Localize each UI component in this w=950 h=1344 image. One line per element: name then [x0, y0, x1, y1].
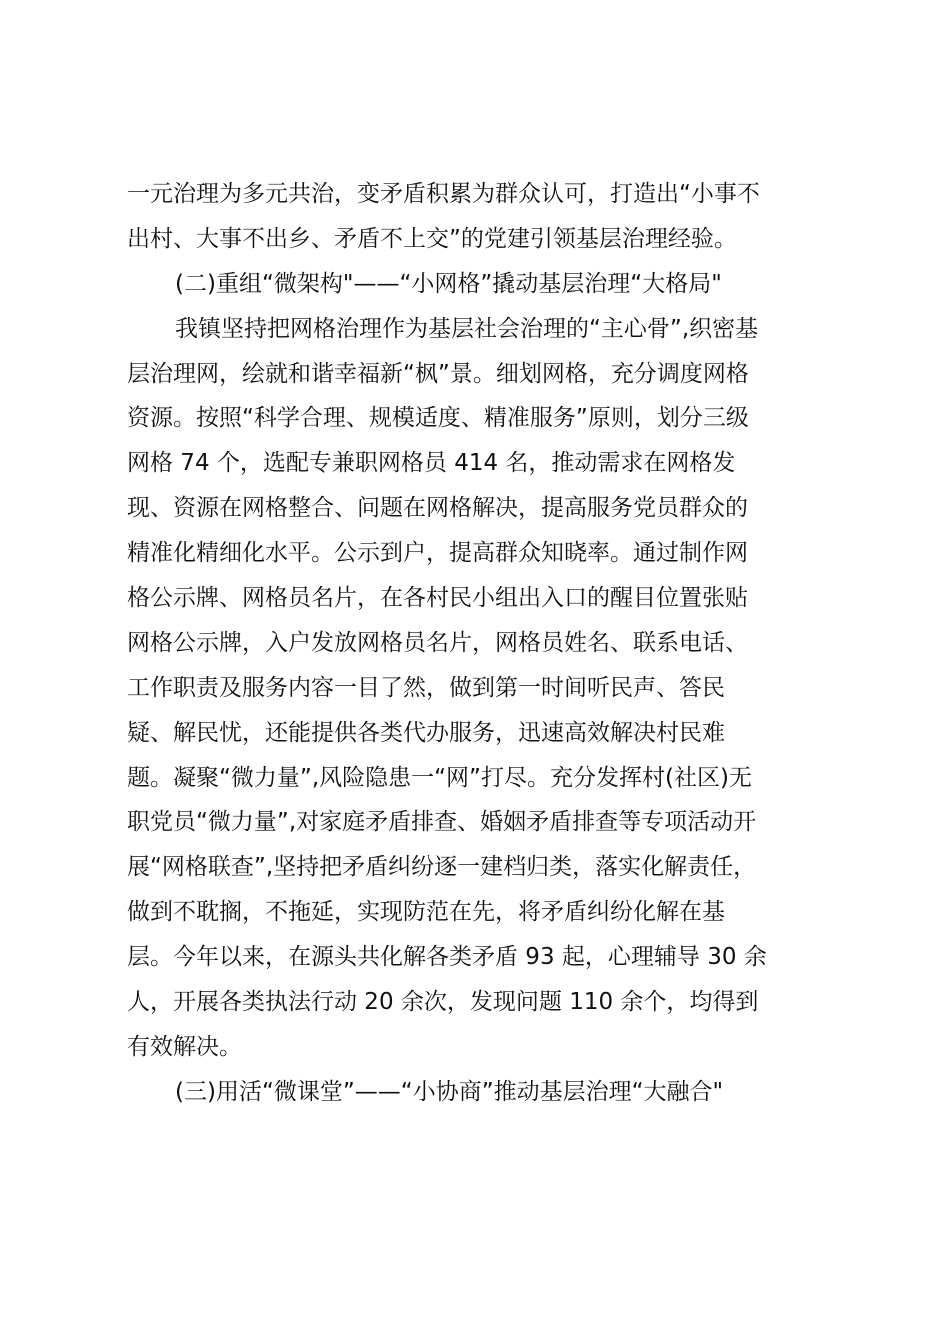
paragraph-line: 疑、解民忧，还能提供各类代办服务，迅速高效解决村民难 [127, 719, 725, 746]
paragraph-line: 做到不耽搁，不拖延，实现防范在先，将矛盾纠纷化解在基 [127, 899, 725, 926]
paragraph-line: 我镇坚持把网格治理作为基层社会治理的“主心骨”,织密基 [175, 315, 759, 342]
paragraph-line: 出村、大事不出乡、矛盾不上交”的党建引领基层治理经验。 [127, 225, 737, 252]
section-heading: (二)重组“微架构"——“小网格”撬动基层治理“大格局" [175, 270, 722, 297]
paragraph-line: 职党员“微力量”,对家庭矛盾排查、婚姻矛盾排查等专项活动开 [127, 809, 757, 836]
paragraph-line: 一元治理为多元共治，变矛盾积累为群众认可，打造出“小事不 [127, 181, 760, 207]
paragraph-line: 网格公示牌，入户发放网格员名片，网格员姓名、联系电话、 [127, 629, 748, 656]
paragraph-line: 工作职责及服务内容一目了然，做到第一时间听民声、答民 [127, 674, 725, 701]
document-body [127, 172, 832, 1115]
paragraph-line: 现、资源在网格整合、问题在网格解决，提高服务党员群众的 [127, 495, 748, 522]
paragraph-line: 层治理网，绘就和谐幸福新“枫”景。细划网格，充分调度网格 [127, 360, 749, 387]
paragraph-line: 题。凝聚“微力量”,风险隐患一“网”打尽。充分发挥村(社区)无 [127, 764, 752, 791]
paragraph-line: 有效解决。 [127, 1033, 242, 1060]
paragraph-line: 资源。按照“科学合理、规模适度、精准服务”原则，划分三级 [127, 405, 749, 432]
paragraph-line: 人，开展各类执法行动 20 余次，发现问题 110 余个，均得到 [127, 989, 759, 1016]
paragraph-line: 格公示牌、网格员名片，在各村民小组出入口的醒目位置张贴 [127, 585, 748, 612]
paragraph-line: 精准化精细化水平。公示到户，提高群众知晓率。通过制作网 [127, 540, 748, 567]
paragraph-line: 展“网格联查”,坚持把矛盾纠纷逐一建档归类，落实化解责任， [127, 854, 757, 881]
paragraph-line: 层。今年以来，在源头共化解各类矛盾 93 起，心理辅导 30 余 [127, 944, 767, 971]
paragraph-line: 网格 74 个，选配专兼职网格员 414 名，推动需求在网格发 [127, 450, 736, 477]
section-heading: (三)用活“微课堂”——“小协商”推动基层治理“大融合" [175, 1078, 724, 1105]
